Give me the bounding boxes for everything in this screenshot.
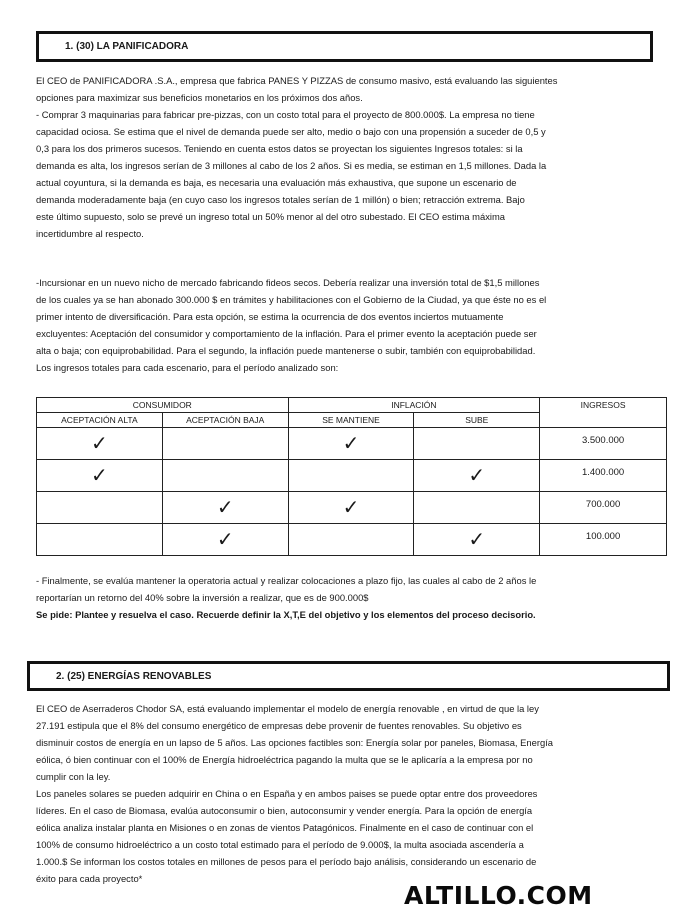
header-inflacion: INFLACIÓN: [288, 398, 540, 413]
text-line: - Finalmente, se evalúa mantener la operatoria actual y realizar colocaciones a plazo fijo, las cuales al cabo de 2 años le: [36, 575, 537, 586]
section-2-body-1: [36, 700, 667, 785]
section-1-option-1: [36, 106, 667, 242]
cell-aceptacion-baja: [162, 524, 288, 556]
cell-aceptacion-alta: [37, 460, 163, 492]
cell-se-mantiene: [288, 460, 414, 492]
section-2-body-2: [36, 785, 667, 887]
text-line: primer intento de diversificación. Para esta opción, se estima la ocurrencia de dos eventos inciertos mutuamente: [36, 311, 504, 322]
text-line: opciones para maximizar sus beneficios monetarios en los próximos dos años.: [36, 92, 363, 103]
header-sube: SUBE: [414, 413, 540, 428]
text-line: este último supuesto, solo se prevé un ingreso total un 50% menor al del otro subestado. El CEO estima máxima: [36, 211, 505, 222]
cell-aceptacion-alta: [37, 492, 163, 524]
section-2-title: 2. (25) ENERGÍAS RENOVABLES: [56, 671, 212, 682]
cell-se-mantiene: [288, 524, 414, 556]
text-line: Los paneles solares se pueden adquirir en China o en España y en ambos paises se puede optar entre dos proveedores: [36, 788, 538, 799]
text-line: El CEO de Aserraderos Chodor SA, está evaluando implementar el modelo de energía renovable , en virtud de que la ley: [36, 703, 539, 714]
text-line: actual coyuntura, si la demanda es baja, es necesaria una evaluación más exhaustiva, que supone un escenario de: [36, 177, 517, 188]
table-row: [37, 428, 667, 460]
cell-sube: [414, 524, 540, 556]
text-line: disminuir costos de energía en un lapso de 5 años. Las opciones factibles son: Energía solar por paneles, Biomasa, Energía: [36, 737, 553, 748]
text-line: 27.191 estipula que el 8% del consumo energético de empresas debe provenir de fuentes renovables. Su objetivo es: [36, 720, 522, 731]
text-line: de los cuales ya se han abonado 300.000 $ en trámites y habilitaciones con el Gobierno de la Ciudad, ya que éste no es el: [36, 294, 547, 305]
cell-sube: [414, 428, 540, 460]
cell-aceptacion-baja: [162, 428, 288, 460]
text-line: 100% de consumo hidroeléctrico a un costo total estimado para el período de 9.000$, la multa asociada ascendería a: [36, 839, 524, 850]
text-line: - Comprar 3 maquinarias para fabricar pre-pizzas, con un costo total para el proyecto de 800.000$. La empresa no tiene: [36, 109, 535, 120]
text-line: demanda es alta, los ingresos serían de 3 millones al cabo de los 2 años. Si es media, se estiman en 1,5 millones. Dada la: [36, 160, 547, 171]
checkmark-icon: ✓: [91, 464, 108, 487]
text-line: eólica analiza instalar planta en Misiones o en zonas de vientos Patagónicos. Finalmente en el caso de continuar con el: [36, 822, 534, 833]
text-line: eólica, ó bien continuar con el 100% de Energía hidroeléctrica pagando la multa que se le aplicaría a la empresa por no: [36, 754, 533, 765]
checkmark-icon: ✓: [342, 432, 360, 455]
header-aceptacion-baja: ACEPTACIÓN BAJA: [162, 413, 288, 428]
cell-sube: [414, 460, 540, 492]
cell-aceptacion-baja: [162, 492, 288, 524]
text-line: 1.000.$ Se informan los costos totales en millones de pesos para el período bajo análisis, considerando un escenario de: [36, 856, 537, 867]
table-body: [37, 428, 667, 556]
table-row: [37, 460, 667, 492]
text-line: excluyentes: Aceptación del consumidor y comportamiento de la inflación. Para el primer evento la aceptación puede ser: [36, 328, 537, 339]
section-1-header: [36, 31, 653, 62]
scenario-table: [36, 397, 667, 556]
checkmark-icon: ✓: [216, 528, 234, 551]
text-line: Los ingresos totales para cada escenario, para el período analizado son:: [36, 362, 339, 373]
text-line: El CEO de PANIFICADORA .S.A., empresa que fabrica PANES Y PIZZAS de consumo masivo, está evaluando las siguientes: [36, 75, 558, 86]
cell-ingresos: 100.000: [540, 524, 667, 556]
table-group-header-row: [37, 398, 667, 413]
task-statement: Se pide: Plantee y resuelva el caso. Recuerde definir la X,T,E del objetivo y los elementos del proceso decisorio.: [36, 609, 536, 620]
section-1-option-3: [36, 572, 667, 623]
text-line: reportarían un retorno del 40% sobre la inversión a realizar, que es de 900.000$: [36, 592, 369, 603]
text-line: líderes. En el caso de Biomasa, evalúa autoconsumir o bien, autoconsumir y vender energía. Para la opción de energía: [36, 805, 533, 816]
cell-se-mantiene: [288, 428, 414, 460]
header-aceptacion-alta: ACEPTACIÓN ALTA: [37, 413, 163, 428]
header-ingresos: INGRESOS: [540, 398, 667, 428]
cell-ingresos: 700.000: [540, 492, 667, 524]
cell-aceptacion-alta: [37, 524, 163, 556]
text-line: alta o baja; con equiprobabilidad. Para el segundo, la inflación puede mantenerse o subir, también con equiprobabilidad.: [36, 345, 536, 356]
text-line: éxito para cada proyecto*: [36, 873, 143, 884]
checkmark-icon: ✓: [216, 496, 234, 519]
section-1-intro: [36, 72, 667, 106]
cell-sube: [414, 492, 540, 524]
text-line: 0,3 para los dos primeros sucesos. Teniendo en cuenta estos datos se proyectan los siguientes Ingresos totales: si la: [36, 143, 523, 154]
section-1-title: 1. (30) LA PANIFICADORA: [65, 41, 189, 52]
text-line: capacidad ociosa. Se estima que el nivel de demanda puede ser alto, medio o bajo con una propensión a suceder de 0,5 y: [36, 126, 546, 137]
text-line: incertidumbre al respecto.: [36, 228, 144, 239]
table-row: [37, 524, 667, 556]
section-2-header: [27, 661, 670, 691]
table-row: [37, 492, 667, 524]
text-line: cumplir con la ley.: [36, 771, 111, 782]
section-1-option-2: [36, 274, 667, 376]
checkmark-icon: ✓: [468, 528, 486, 551]
checkmark-icon: ✓: [342, 496, 360, 519]
cell-aceptacion-baja: [162, 460, 288, 492]
cell-ingresos: 1.400.000: [540, 460, 667, 492]
text-line: demanda moderadamente baja (en cuyo caso los ingresos totales serían de 1 millón) o bien; retracción extrema. Bajo: [36, 194, 525, 205]
cell-ingresos: 3.500.000: [540, 428, 667, 460]
checkmark-icon: ✓: [468, 464, 486, 487]
altillo-watermark: ALTILLO.COM: [404, 881, 593, 910]
checkmark-icon: ✓: [91, 432, 108, 455]
text-line: -Incursionar en un nuevo nicho de mercado fabricando fideos secos. Debería realizar una inversión total de $1,5 millones: [36, 277, 540, 288]
cell-se-mantiene: [288, 492, 414, 524]
header-se-mantiene: SE MANTIENE: [288, 413, 414, 428]
cell-aceptacion-alta: [37, 428, 163, 460]
header-consumidor: CONSUMIDOR: [37, 398, 289, 413]
